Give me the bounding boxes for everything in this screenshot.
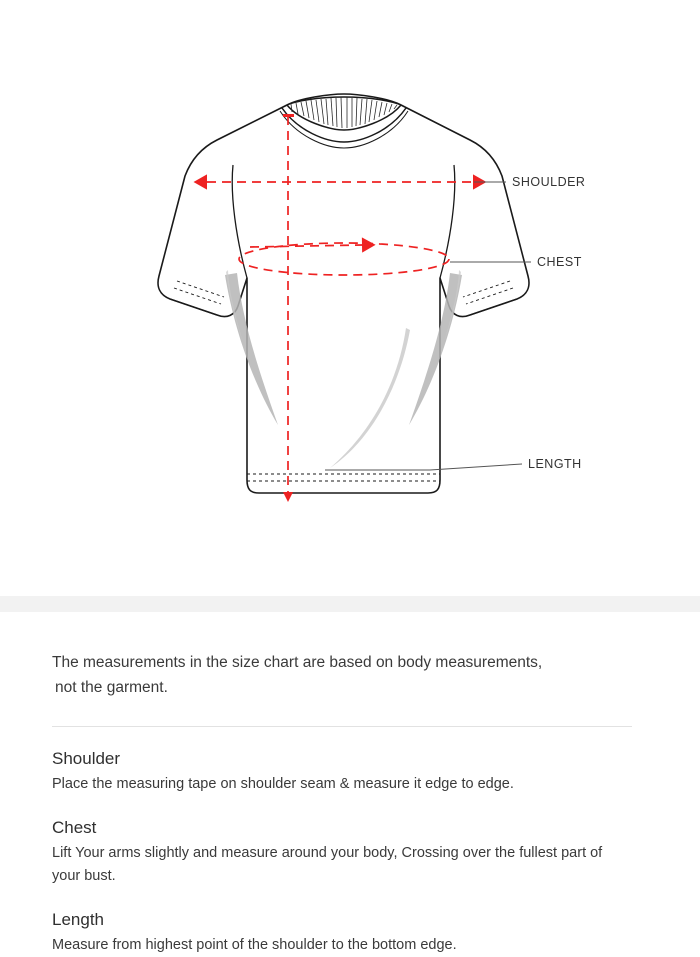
length-callout-label: LENGTH	[528, 457, 582, 471]
intro-line-1: The measurements in the size chart are based on body measurements,	[52, 654, 543, 671]
chest-callout-label: CHEST	[537, 255, 582, 269]
instruction-shoulder-text: Place the measuring tape on shoulder seam & measure it edge to edge.	[52, 776, 514, 793]
instruction-length	[52, 910, 648, 957]
instruction-chest	[52, 818, 648, 888]
instruction-shoulder-heading: Shoulder	[52, 749, 121, 769]
instruction-length-text: Measure from highest point of the shoulder to the bottom edge.	[52, 936, 457, 953]
instruction-chest-text: Lift Your arms slightly and measure around your body, Crossing over the fullest part of your bust.	[52, 845, 603, 885]
intro-text	[52, 650, 648, 700]
horizontal-rule	[52, 726, 632, 727]
tshirt-garment	[158, 94, 529, 493]
shoulder-callout-label: SHOULDER	[512, 175, 586, 189]
instruction-chest-heading: Chest	[52, 818, 97, 838]
instruction-shoulder	[52, 749, 648, 796]
instruction-length-heading: Length	[52, 909, 104, 929]
section-divider-band	[0, 596, 700, 612]
measurement-instructions-panel	[0, 612, 700, 957]
intro-line-2: not the garment.	[55, 679, 168, 697]
